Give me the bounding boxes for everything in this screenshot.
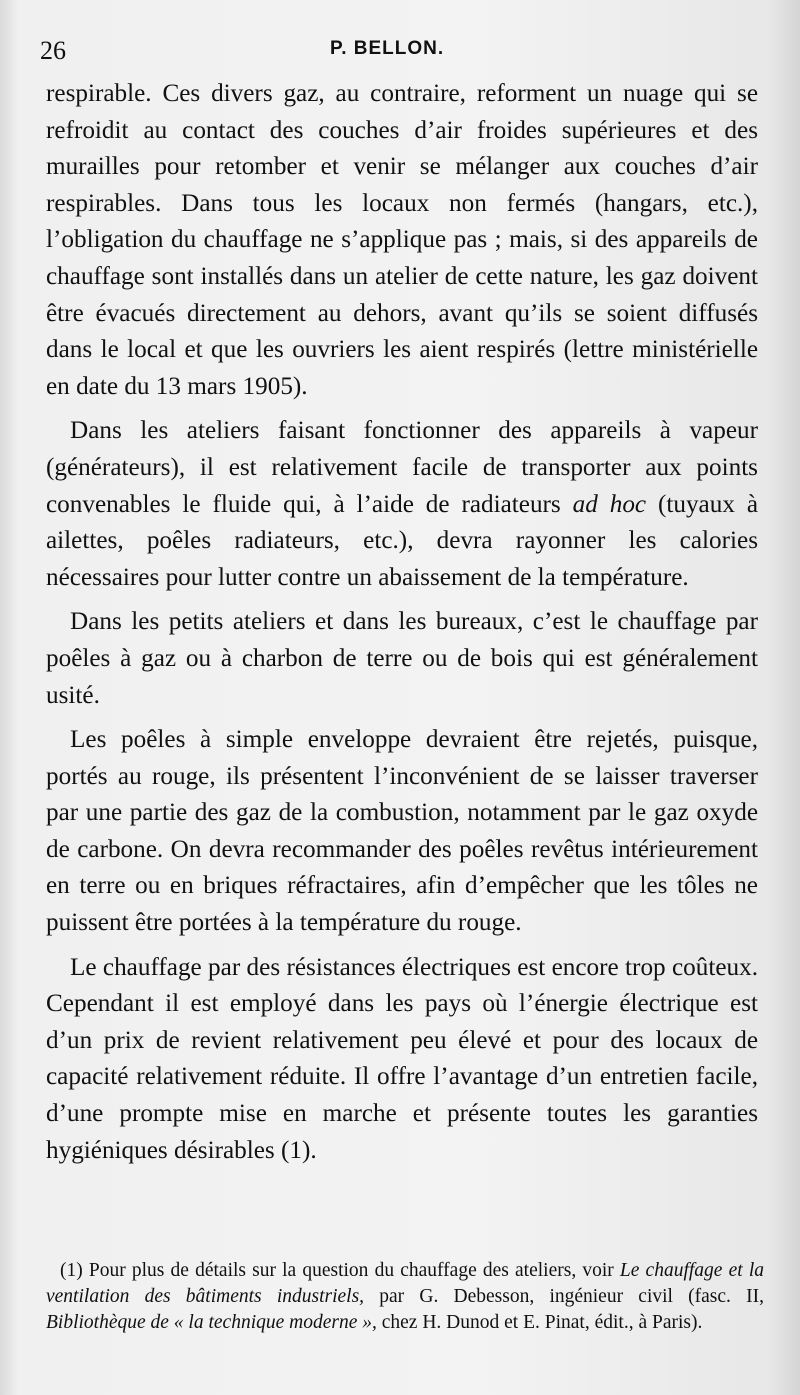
running-head: P. BELLON.	[330, 38, 445, 59]
footnote-text-2: par G. Debesson, ingénieur civil (fasc. II,	[364, 1286, 764, 1307]
footnote-text-1: Pour plus de détails sur la question du chauffage des ateliers, voir	[82, 1260, 620, 1281]
page-edge-shadow	[770, 0, 800, 1395]
body-text	[46, 76, 758, 1177]
footnote	[46, 1258, 764, 1336]
paragraph-2-end: (tuyaux à ailettes, poêles radiateurs, etc.), devra rayonner les calories nécessaires pour lutter contre un abaissement de la température.	[46, 490, 759, 591]
page-header	[40, 36, 760, 68]
paragraph-5: Le chauffage par des résistances électriques est encore trop coûteux. Cependant il est employé dans les pays où l’énergie électrique est d’un prix de revient relativement peu élevé et pour des locaux de capacité relativement réduite. Il offre l’avantage d’un entretien facile, d’une prompte mise en marche et présente toutes les garanties hygiéniques désirables (1).	[46, 953, 758, 1164]
footnote-series-title: Bibliothèque de « la technique moderne »,	[46, 1312, 377, 1333]
footnote-text-3: chez H. Dunod et E. Pinat, édit., à Paris).	[376, 1312, 703, 1333]
page-number: 26	[40, 36, 66, 65]
footnote-book-title: Le chauffage et la ventilation des bâtiments industriels,	[46, 1260, 764, 1307]
paragraph-4: Les poêles à simple enveloppe devraient être rejetés, puisque, portés au rouge, ils présentent l’inconvénient de se laisser traverser par une partie des gaz de la combustion, notamment par le gaz oxyde de carbone. On devra recommander des poêles revêtus intérieurement en terre ou en briques réfractaires, afin d’empêcher que les tôles ne puissent être portées à la température du rouge.	[46, 726, 758, 937]
paragraph-3: Dans les petits ateliers et dans les bureaux, c’est le chauffage par poêles à gaz ou à charbon de terre ou de bois qui est généralement usité.	[46, 608, 758, 709]
paragraph-1: respirable. Ces divers gaz, au contraire, reforment un nuage qui se refroidit au contact des couches d’air froides supérieures et des murailles pour retomber et venir se mélanger aux couches d’air respirables. Dans tous les locaux non fermés (hangars, etc.), l’obligation du chauffage ne s’applique pas ; mais, si des appareils de chauffage sont installés dans un atelier de cette nature, les gaz doivent être évacués directement au dehors, avant qu’ils se soient diffusés dans le local et que les ouvriers les aient respirés (lettre ministérielle en date du 13 mars 1905).	[46, 80, 758, 400]
paragraph-2-italic: ad hoc	[572, 490, 647, 518]
paragraph-2-start: Dans les ateliers faisant fonctionner des appareils à vapeur (générateurs), il est relativement facile de transporter aux points convenables le fluide qui, à l’aide de radiateurs	[46, 417, 758, 518]
footnote-marker: (1)	[60, 1260, 83, 1281]
paragraph-2	[46, 413, 758, 596]
